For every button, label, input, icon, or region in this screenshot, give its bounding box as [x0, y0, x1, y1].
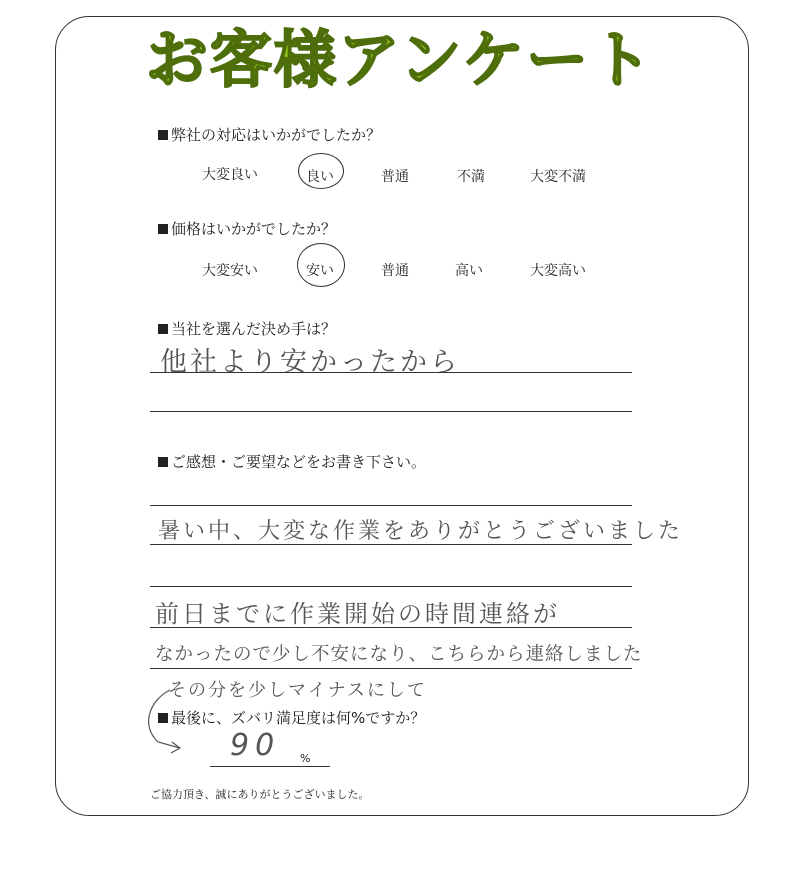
q3-handwritten-answer: 他社より安かったから — [160, 347, 460, 378]
question-2-label: 価格はいかがでしたか？ — [171, 220, 337, 238]
q2-option-5: 大変高い — [530, 263, 586, 279]
q1-option-3: 普通 — [381, 169, 409, 185]
question-1-label: 弊社の対応はいかがでしたか？ — [171, 126, 382, 144]
q2-option-3: 普通 — [381, 263, 409, 279]
q2-option-2: 安い — [306, 263, 334, 279]
percent-answer-line — [210, 766, 330, 767]
q4-handwritten-line-4: その分を少しマイナスにして — [168, 680, 427, 701]
q1-option-2: 良い — [306, 169, 334, 185]
q4-handwritten-line-3: なかったので少し不安になり、こちらから連絡しました — [155, 644, 643, 665]
q1-option-5: 大変不満 — [530, 169, 586, 185]
survey-title: お客様アンケート — [145, 23, 655, 96]
q1-option-1: 大変良い — [202, 167, 258, 183]
q2-option-1: 大変安い — [202, 263, 258, 279]
q2-option-4: 高い — [455, 263, 483, 279]
q4-handwritten-line-1: 暑い中、大変な作業をありがとうございました — [158, 519, 684, 544]
question-5-label: 最後に、ズバリ満足度は何%ですか？ — [171, 709, 426, 727]
question-4-label: ご感想・ご要望などをお書き下さい。 — [171, 453, 427, 471]
percent-unit: % — [300, 752, 311, 765]
q4-handwritten-line-2: 前日までに作業開始の時間連絡が — [155, 600, 560, 628]
question-3-label: 当社を選んだ決め手は？ — [171, 320, 337, 338]
q1-option-4: 不満 — [457, 169, 485, 185]
thank-you-note: ご協力頂き、誠にありがとうございました。 — [150, 788, 370, 801]
q5-handwritten-answer: 90 — [230, 728, 281, 763]
